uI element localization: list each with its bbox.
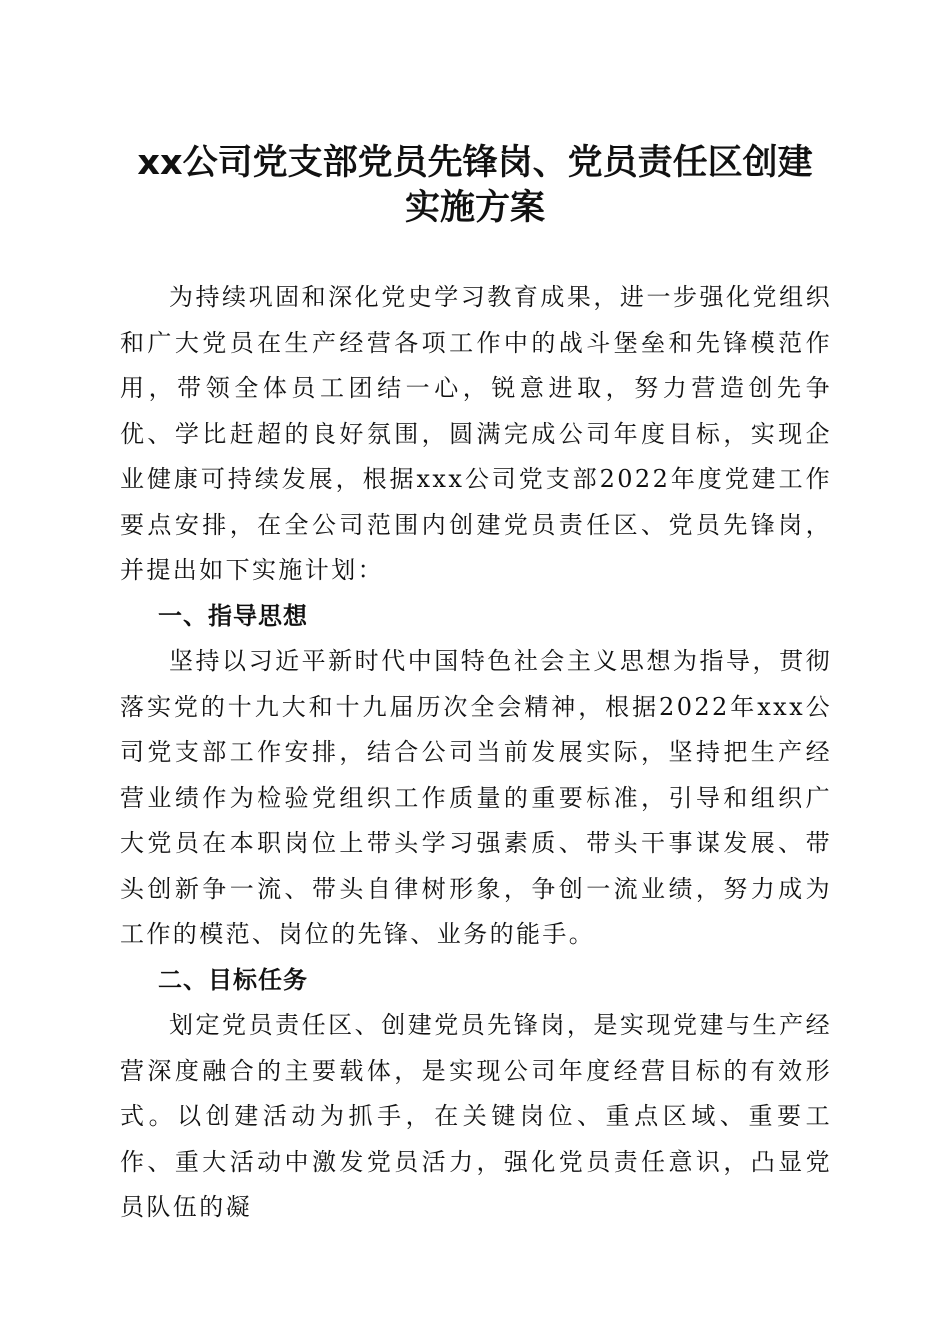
section-heading-goals-tasks: 二、目标任务: [158, 965, 308, 994]
document-title-line-1: xx公司党支部党员先锋岗、党员责任区创建: [137, 143, 813, 183]
section-heading-guiding-ideology: 一、指导思想: [158, 601, 308, 630]
intro-paragraph: 为持续巩固和深化党史学习教育成果，进一步强化党组织和广大党员在生产经营各项工作中的战斗堡垒和先锋模范作用，带领全体员工团结一心，锐意进取，努力营造创先争优、学比赶超的良好氛围，圆满完成公司年度目标，实现企业健康可持续发展，根据xxx公司党支部2022年度党建工作要点安排，在全公司范围内创建党员责任区、党员先锋岗，并提出如下实施计划：: [120, 283, 832, 584]
guiding-ideology-paragraph: 坚持以习近平新时代中国特色社会主义思想为指导，贯彻落实党的十九大和十九届历次全会精神，根据2022年xxx公司党支部工作安排，结合公司当前发展实际，坚持把生产经营业绩作为检验党组织工作质量的重要标准，引导和组织广大党员在本职岗位上带头学习强素质、带头干事谋发展、带头创新争一流、带头自律树形象，争创一流业绩，努力成为工作的模范、岗位的先锋、业务的能手。: [120, 647, 832, 948]
document-body: [120, 275, 832, 1231]
goals-tasks-paragraph: 划定党员责任区、创建党员先锋岗，是实现党建与生产经营深度融合的主要载体，是实现公司年度经营目标的有效形式。以创建活动为抓手，在关键岗位、重点区域、重要工作、重大活动中激发党员活力，强化党员责任意识，凸显党员队伍的凝: [120, 1011, 832, 1221]
document-title-line-2: 实施方案: [404, 188, 545, 228]
